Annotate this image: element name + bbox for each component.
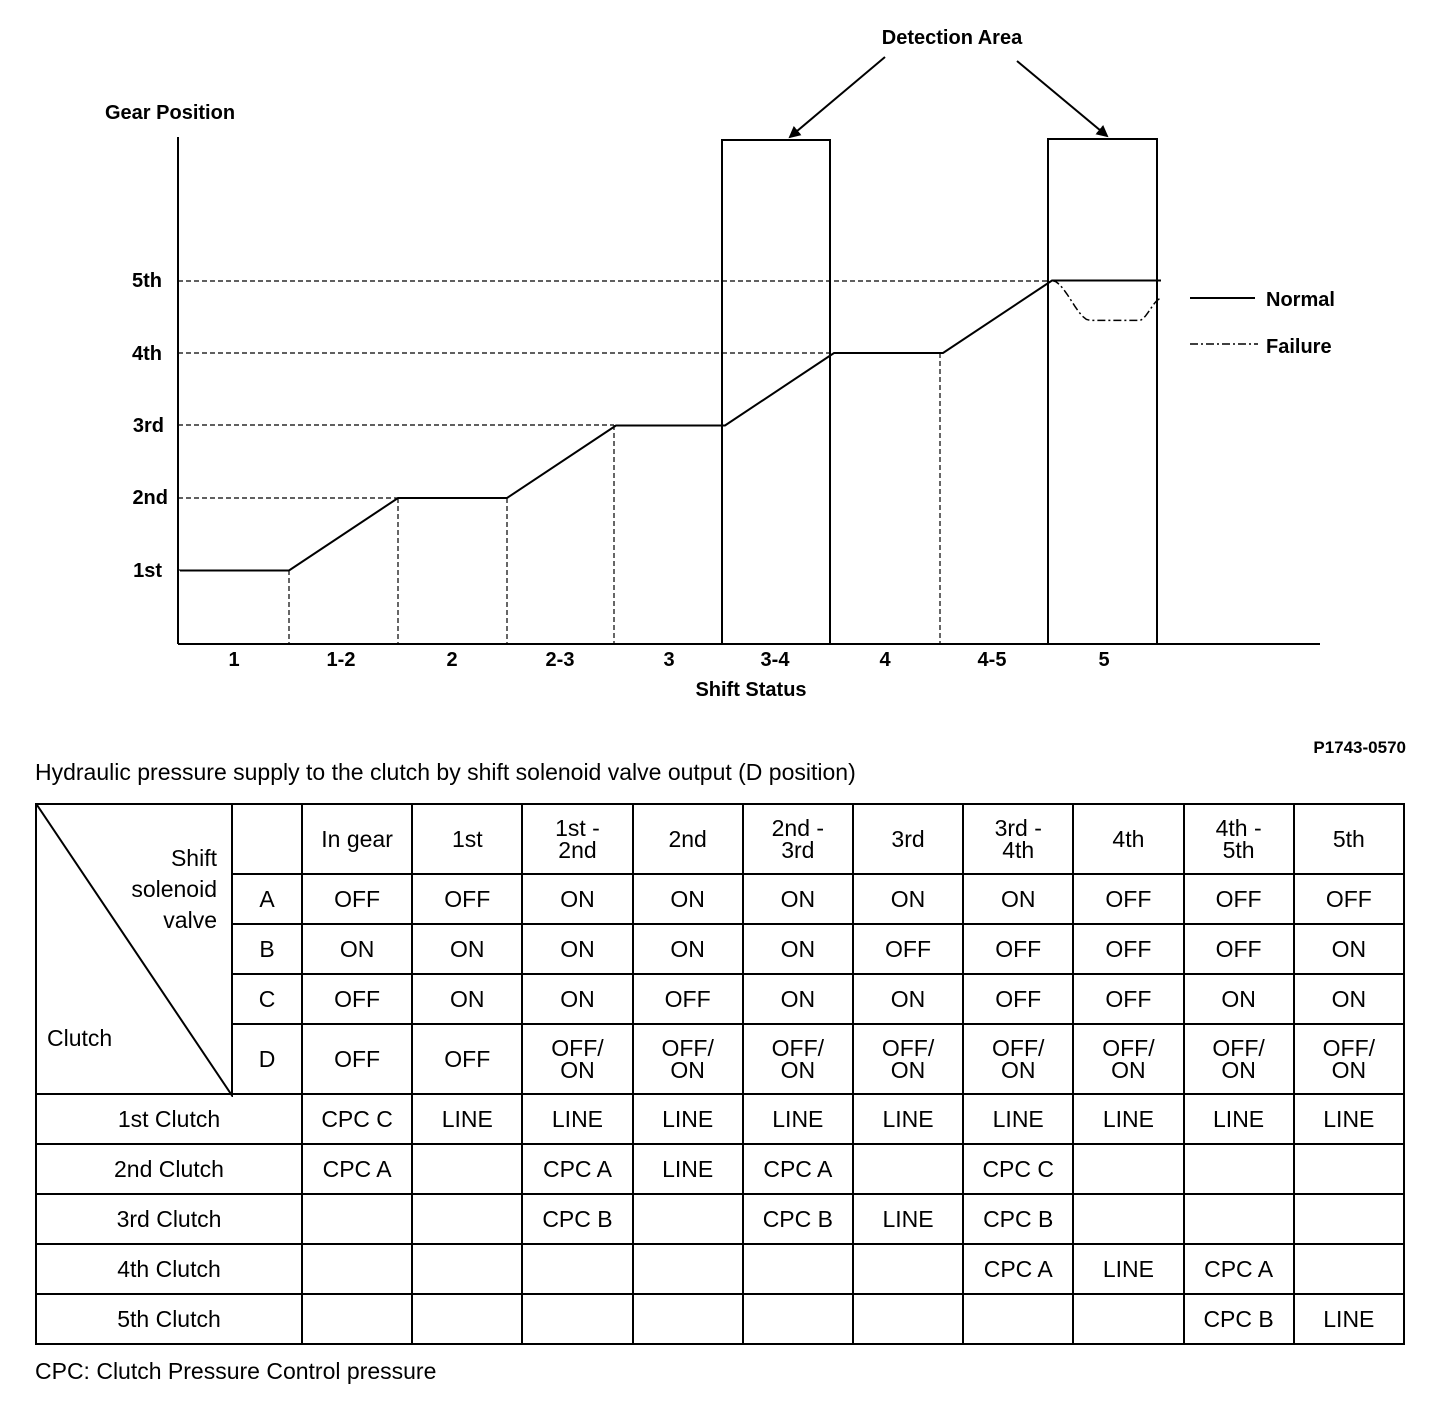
solenoid-value: ON xyxy=(302,924,412,974)
detection-area-box-5 xyxy=(1048,139,1157,644)
column-header xyxy=(1184,804,1294,874)
solenoid-value: OFF xyxy=(1294,874,1404,924)
detection-arrow-right xyxy=(1017,61,1107,136)
clutch-value: LINE xyxy=(853,1094,963,1144)
solenoid-name: B xyxy=(232,924,302,974)
cell-text: OFF xyxy=(334,1046,381,1072)
column-header xyxy=(633,804,743,874)
clutch-value: CPC A xyxy=(1184,1244,1294,1294)
x-tick-4-5: 4-5 xyxy=(977,649,1007,671)
legend-failure-label: Failure xyxy=(1266,336,1332,358)
x-axis-title: Shift Status xyxy=(695,679,807,701)
cell-text: ON xyxy=(890,1057,926,1083)
clutch-value xyxy=(743,1294,853,1344)
y-tick-4th: 4th xyxy=(132,343,162,365)
clutch-value: LINE xyxy=(522,1094,632,1144)
cell-text: ON xyxy=(560,1057,595,1083)
clutch-value xyxy=(522,1244,632,1294)
solenoid-value xyxy=(1184,1024,1294,1094)
column-header xyxy=(302,804,412,874)
y-tick-2nd: 2nd xyxy=(132,487,168,509)
corner-word: valve xyxy=(163,907,217,933)
solenoid-value: OFF xyxy=(633,974,743,1024)
clutch-value: LINE xyxy=(743,1094,853,1144)
solenoid-value: OFF xyxy=(302,974,412,1024)
y-tick-5th: 5th xyxy=(132,270,162,292)
solenoid-value xyxy=(1073,1024,1183,1094)
solenoid-row xyxy=(36,1024,1404,1094)
clutch-row xyxy=(36,1144,1404,1194)
solenoid-row xyxy=(36,874,1404,924)
clutch-value: LINE xyxy=(1294,1294,1404,1344)
clutch-value xyxy=(1294,1244,1404,1294)
solenoid-value xyxy=(633,1024,743,1094)
clutch-value: LINE xyxy=(633,1094,743,1144)
clutch-value xyxy=(1073,1194,1183,1244)
clutch-value: LINE xyxy=(633,1144,743,1194)
solenoid-value: ON xyxy=(412,924,522,974)
clutch-value xyxy=(412,1294,522,1344)
cell-text: 2nd xyxy=(668,826,707,852)
column-header xyxy=(853,804,963,874)
cell-text: OFF/ xyxy=(661,1035,714,1061)
header-row xyxy=(36,804,1404,874)
solenoid-value: ON xyxy=(522,874,632,924)
solenoid-value xyxy=(853,1024,963,1094)
solenoid-value: OFF xyxy=(1184,924,1294,974)
x-tick-4: 4 xyxy=(879,649,891,671)
cell-text: 5th xyxy=(1332,826,1365,852)
clutch-value: LINE xyxy=(1184,1094,1294,1144)
cell-text: ON xyxy=(1111,1057,1146,1083)
cell-text: 4th - xyxy=(1215,815,1262,841)
cell-text: OFF/ xyxy=(551,1035,604,1061)
clutch-value: CPC B xyxy=(522,1194,632,1244)
clutch-value: CPC A xyxy=(963,1244,1073,1294)
clutch-value xyxy=(1073,1144,1183,1194)
clutch-value: LINE xyxy=(853,1194,963,1244)
solenoid-name: D xyxy=(232,1024,302,1094)
solenoid-value: ON xyxy=(412,974,522,1024)
y-tick-1st: 1st xyxy=(133,560,162,582)
clutch-value: CPC B xyxy=(743,1194,853,1244)
cell-text: 4th xyxy=(1112,826,1145,852)
clutch-value: LINE xyxy=(1073,1244,1183,1294)
cell-text: 1st xyxy=(451,826,483,852)
cell-text: ON xyxy=(1221,1057,1256,1083)
clutch-value xyxy=(522,1294,632,1344)
cell-text: ON xyxy=(1331,1057,1367,1083)
solenoid-clutch-table xyxy=(35,803,1405,1345)
clutch-value: CPC A xyxy=(302,1144,412,1194)
failure-series-line xyxy=(1052,281,1161,321)
corner-word: Shift xyxy=(170,845,217,871)
column-header xyxy=(1073,804,1183,874)
corner-label-solenoid xyxy=(131,843,217,936)
clutch-value xyxy=(1294,1194,1404,1244)
cell-text: 3rd xyxy=(781,837,815,863)
solenoid-value xyxy=(743,1024,853,1094)
clutch-value xyxy=(302,1294,412,1344)
clutch-row xyxy=(36,1294,1404,1344)
footnote: CPC: Clutch Pressure Control pressure xyxy=(35,1358,437,1384)
cell-text: OFF/ xyxy=(1102,1035,1155,1061)
clutch-name: 5th Clutch xyxy=(36,1294,302,1344)
solenoid-value: ON xyxy=(633,924,743,974)
cell-text: 5th xyxy=(1222,837,1255,863)
clutch-row xyxy=(36,1194,1404,1244)
corner-cell xyxy=(36,804,232,1094)
clutch-value xyxy=(743,1244,853,1294)
cell-text: OFF/ xyxy=(1322,1035,1376,1061)
solenoid-value: ON xyxy=(1294,924,1404,974)
column-header xyxy=(1294,804,1404,874)
x-tick-5: 5 xyxy=(1098,649,1110,671)
clutch-value xyxy=(633,1294,743,1344)
legend-normal-label: Normal xyxy=(1266,289,1335,311)
x-tick-1: 1 xyxy=(228,649,240,671)
x-tick-1-2: 1-2 xyxy=(326,649,356,671)
solenoid-value: OFF xyxy=(1184,874,1294,924)
y-axis-title: Gear Position xyxy=(105,102,236,124)
column-header xyxy=(963,804,1073,874)
clutch-value xyxy=(412,1144,522,1194)
solenoid-value xyxy=(412,1024,522,1094)
clutch-value: CPC A xyxy=(522,1144,632,1194)
cell-text: ON xyxy=(780,1057,816,1083)
corner-label-clutch: Clutch xyxy=(47,1025,113,1051)
cell-text: OFF/ xyxy=(771,1035,825,1061)
solenoid-value: OFF xyxy=(963,974,1073,1024)
solenoid-value: ON xyxy=(1294,974,1404,1024)
clutch-value xyxy=(853,1294,963,1344)
cell-text: ON xyxy=(670,1057,705,1083)
blank-header-cell xyxy=(232,804,302,874)
column-header xyxy=(743,804,853,874)
clutch-value: CPC C xyxy=(302,1094,412,1144)
cell-text: In gear xyxy=(321,826,393,852)
cell-text: 1st - xyxy=(555,815,600,841)
cell-text: OFF xyxy=(444,1046,491,1072)
cell-text: ON xyxy=(1000,1057,1036,1083)
solenoid-name: A xyxy=(232,874,302,924)
clutch-value: LINE xyxy=(412,1094,522,1144)
x-tick-2-3: 2-3 xyxy=(545,649,575,671)
clutch-name: 4th Clutch xyxy=(36,1244,302,1294)
cell-text: OFF/ xyxy=(992,1035,1045,1061)
solenoid-value: ON xyxy=(853,974,963,1024)
clutch-value: LINE xyxy=(963,1094,1073,1144)
clutch-value xyxy=(853,1244,963,1294)
solenoid-value: OFF xyxy=(302,874,412,924)
column-header xyxy=(412,804,522,874)
solenoid-value: ON xyxy=(853,874,963,924)
clutch-value: CPC B xyxy=(1184,1294,1294,1344)
x-tick-2: 2 xyxy=(446,649,458,671)
solenoid-value: ON xyxy=(743,924,853,974)
clutch-value xyxy=(963,1294,1073,1344)
clutch-value xyxy=(302,1244,412,1294)
clutch-row xyxy=(36,1244,1404,1294)
x-tick-3: 3 xyxy=(663,649,675,671)
solenoid-name: C xyxy=(232,974,302,1024)
solenoid-value: ON xyxy=(1184,974,1294,1024)
corner-word: solenoid xyxy=(131,876,217,902)
clutch-value xyxy=(1184,1144,1294,1194)
clutch-value: CPC B xyxy=(963,1194,1073,1244)
solenoid-value: ON xyxy=(522,924,632,974)
solenoid-value: ON xyxy=(963,874,1073,924)
cell-text: OFF/ xyxy=(1212,1035,1265,1061)
solenoid-value: OFF xyxy=(963,924,1073,974)
cell-text: 3rd xyxy=(891,826,925,852)
clutch-value: LINE xyxy=(1294,1094,1404,1144)
solenoid-value: OFF xyxy=(1073,924,1183,974)
cell-text: OFF/ xyxy=(881,1035,935,1061)
clutch-value xyxy=(302,1194,412,1244)
clutch-value: LINE xyxy=(1073,1094,1183,1144)
solenoid-row xyxy=(36,924,1404,974)
figure-code: P1743-0570 xyxy=(1313,738,1406,757)
solenoid-row xyxy=(36,974,1404,1024)
normal-series-line xyxy=(180,281,1161,571)
cell-text: 3rd - xyxy=(994,815,1042,841)
detection-arrow-left xyxy=(790,57,885,137)
solenoid-value: OFF xyxy=(853,924,963,974)
clutch-value: CPC A xyxy=(743,1144,853,1194)
column-header xyxy=(522,804,632,874)
solenoid-value: ON xyxy=(743,974,853,1024)
cell-text: 2nd - xyxy=(771,815,825,841)
clutch-value xyxy=(633,1194,743,1244)
clutch-name: 1st Clutch xyxy=(36,1094,302,1144)
clutch-name: 2nd Clutch xyxy=(36,1144,302,1194)
solenoid-value xyxy=(522,1024,632,1094)
clutch-row xyxy=(36,1094,1404,1144)
solenoid-value: OFF xyxy=(1073,874,1183,924)
solenoid-value: OFF xyxy=(1073,974,1183,1024)
solenoid-value xyxy=(963,1024,1073,1094)
clutch-value xyxy=(1184,1194,1294,1244)
clutch-value xyxy=(1294,1144,1404,1194)
solenoid-value xyxy=(302,1024,412,1094)
clutch-value xyxy=(412,1244,522,1294)
solenoid-value: ON xyxy=(522,974,632,1024)
clutch-name: 3rd Clutch xyxy=(36,1194,302,1244)
clutch-value xyxy=(1073,1294,1183,1344)
solenoid-value: ON xyxy=(743,874,853,924)
solenoid-value: OFF xyxy=(412,874,522,924)
cell-text: 2nd xyxy=(558,837,597,863)
solenoid-value xyxy=(1294,1024,1404,1094)
y-tick-3rd: 3rd xyxy=(132,415,164,437)
detection-area-label: Detection Area xyxy=(881,27,1023,49)
table-caption: Hydraulic pressure supply to the clutch by shift solenoid valve output (D position) xyxy=(35,759,856,785)
cell-text: 4th xyxy=(1002,837,1035,863)
clutch-value xyxy=(412,1194,522,1244)
solenoid-value: ON xyxy=(633,874,743,924)
clutch-value xyxy=(633,1244,743,1294)
clutch-value: CPC C xyxy=(963,1144,1073,1194)
x-tick-3-4: 3-4 xyxy=(760,649,790,671)
clutch-value xyxy=(853,1144,963,1194)
